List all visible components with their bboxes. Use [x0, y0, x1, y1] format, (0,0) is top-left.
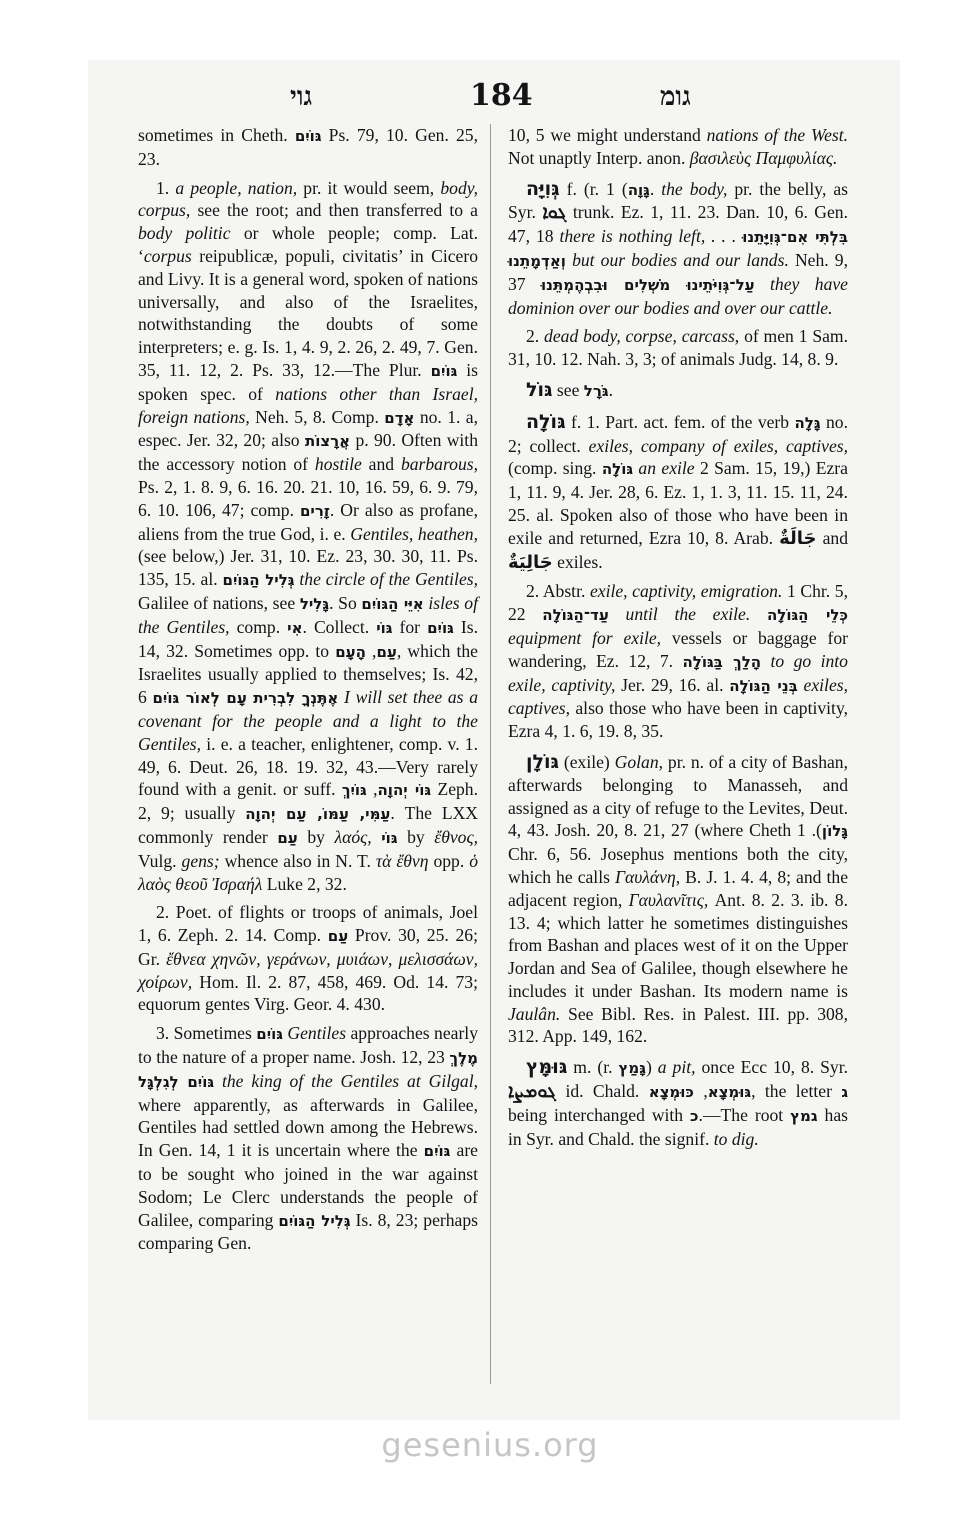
text-run: opp. — [428, 850, 470, 871]
text-run: ). 1 Chr. 6, 56. Josephus mentions both the city, which he calls — [508, 820, 848, 887]
text-run: . The LXX commonly render — [138, 803, 478, 847]
italic-run: to go into exile, captivity, — [508, 650, 848, 695]
entry-gol — [508, 379, 848, 403]
left-paragraph-3 — [138, 901, 478, 1016]
hebrew-word: ג — [841, 1083, 849, 1102]
hebrew-word: גּוֹיִם — [423, 1142, 451, 1161]
italic-run: but our bodies and our lands. — [572, 249, 789, 270]
text-run: has in Syr. and Chald. the signif. — [508, 1104, 849, 1149]
hebrew-word: גמץ — [790, 1106, 818, 1125]
greek-phrase: ἔθνεα χηνῶν, γεράνων, μυιάων, μελισσάων, χοίρων, — [138, 948, 479, 992]
hebrew-word: בִּלְתִּי אִם־גְּוִיָּתֵנוּ וְאַדְמָתֵנוּ — [508, 228, 848, 270]
text-run: Zeph. 2, 9; usually — [138, 779, 478, 824]
text-run: Prov. 30, 25. 26; Gr. — [138, 925, 478, 969]
text-run — [750, 604, 767, 624]
text-run: B. J. 1. 4. 4, 8; and the adjacent region, — [508, 866, 848, 910]
entry-golan — [508, 751, 848, 1048]
text-run: , — [693, 1081, 708, 1102]
hebrew-word: מֶלֶךְ גּוֹיִם לְגִלְגָּל — [138, 1049, 478, 1091]
entry-body — [508, 178, 848, 320]
hebrew-word: גּוֹי יְהוָה — [377, 781, 432, 800]
italic-run: Gentiles, heathen, — [350, 523, 478, 544]
italic-run: the king of the Gentiles at Gilgal, — [221, 1070, 478, 1091]
text-run: Not unaptly Interp. anon. — [508, 147, 690, 168]
hebrew-word: גּוֹי — [376, 618, 393, 637]
italic-run: I will set thee as a covenant for the people and a light to the Gentiles, — [138, 687, 478, 754]
hebrew-word: גּוֹיִם — [427, 618, 454, 637]
text-run: , — [366, 779, 378, 800]
watermark: gesenius.org — [381, 1426, 599, 1464]
hebrew-word: גּוֹלָה — [601, 460, 634, 479]
italic-run: body, corpus, — [138, 177, 478, 221]
italic-run: an exile — [638, 458, 695, 479]
italic-run: exiles, captives, — [508, 674, 848, 719]
hebrew-word: גְּלִיל הַגּוֹיִם — [222, 571, 295, 590]
text-run: where apparently, as afterwards in Galilee, Gentiles had settled down among the Hebrews. In Gen. 14, 1 it is uncertain where the — [138, 1094, 478, 1161]
text-run: (exile) — [559, 751, 615, 772]
text-run: is spoken spec. of — [138, 359, 478, 404]
left-column — [138, 124, 478, 1261]
text-run: comp. — [229, 616, 288, 637]
italic-run: the circle of the Gentiles, — [299, 569, 478, 590]
hebrew-word: עַם — [277, 828, 298, 847]
greek-phrase: Γαυλανῖτις, — [628, 889, 709, 910]
text-run — [214, 1071, 222, 1091]
italic-run: nations other than Israel, foreign nations, — [138, 383, 478, 427]
text-run: See Bibl. Res. in Palest. III. pp. 308, 312. App. 149, 162. — [508, 1003, 848, 1047]
hebrew-word: הָלַךְ בַּגּוֹלָה — [682, 652, 762, 671]
text-run: f. 1. Part. act. fem. of the verb — [565, 411, 795, 432]
page-number: 184 — [470, 78, 533, 113]
text-run — [755, 274, 770, 294]
text-run: being interchanged with — [508, 1104, 691, 1125]
text-run: , the letter — [751, 1081, 842, 1102]
text-run: Neh. 5, 8. Comp. — [249, 406, 385, 427]
text-run: . Collect. — [302, 616, 377, 637]
text-run: ) 1. — [606, 178, 662, 199]
text-run — [372, 827, 382, 847]
text-run: Neh. 9, 37 — [508, 249, 848, 294]
text-run: Jer. 29, 16. al. — [615, 674, 730, 695]
text-run: ) — [645, 1057, 658, 1078]
text-run: Galilee of nations, see — [138, 592, 300, 613]
italic-run: Golan, — [614, 751, 664, 772]
running-head-left: גוי — [290, 82, 313, 112]
text-run: see — [552, 379, 584, 400]
italic-run: body politic — [138, 223, 231, 244]
arabic-syriac-word: جَالِيَةٌ — [508, 551, 553, 573]
hebrew-word: גּוֹי — [381, 828, 398, 847]
entry-golah-sense-2 — [508, 580, 848, 743]
arabic-syriac-word: ܓܘܡܨܐ — [508, 1081, 557, 1103]
text-run: or whole people; comp. Lat. ‘ — [138, 223, 478, 266]
italic-run: exile, captivity, emigration. — [589, 581, 783, 602]
italic-run: barbarous, — [400, 454, 479, 475]
greek-phrase: τὰ ἔθνη — [375, 850, 429, 871]
italic-run: isles of the Gentiles, — [138, 592, 478, 637]
greek-phrase: ἔθνος, — [434, 826, 478, 847]
text-run: whence also in N. T. — [219, 850, 376, 871]
italic-run: there is nothing left, . . . — [559, 226, 737, 247]
arabic-syriac-word: ܓܘܐ — [542, 202, 567, 224]
headword: גּוּמָּץ — [526, 1056, 568, 1079]
italic-run: until the exile. — [625, 604, 751, 625]
text-run: Is. 8, 23; perhaps comparing Gen. — [138, 1209, 478, 1254]
hebrew-word: עַמִּי, עַמּוֹ, עַם יְהוָה — [245, 805, 391, 824]
text-run: pr. it would seem, — [297, 177, 441, 198]
text-run: see the root; and then transferred to a — [190, 200, 478, 221]
text-run: 2. — [526, 326, 545, 347]
hebrew-word: הָעָם — [335, 642, 366, 661]
italic-run: equipment for exile, — [508, 627, 662, 648]
text-run: 3. Sometimes — [156, 1023, 257, 1044]
column-divider — [490, 124, 491, 1384]
text-run: f. (r. — [559, 178, 607, 199]
italic-run: gens; — [181, 850, 220, 871]
hebrew-word: גָּמַץ — [618, 1059, 646, 1078]
left-paragraph-2 — [138, 177, 478, 896]
text-run: Vulg. — [138, 850, 182, 871]
text-run: pr. the belly, as Syr. — [508, 178, 848, 223]
text-run: and — [361, 454, 401, 475]
headword: גְּוִיָּה — [526, 177, 560, 200]
text-run: vessels or baggage for wandering, Ez. 12, 7. — [508, 627, 848, 671]
text-run: m. (r. — [567, 1057, 619, 1078]
hebrew-word: עַד־הַגּוֹלָה — [542, 606, 609, 625]
text-run: no. 2; collect. — [508, 411, 848, 456]
text-run: 10, 5 we might understand — [508, 125, 707, 145]
text-run: also those who have been in captivity, Ezra 4, 1. 6, 19. 8, 35. — [508, 698, 848, 742]
text-run: for — [392, 616, 428, 637]
text-run: pr. n. of a city of Bashan, afterwards belonging to Manasseh, and assigned as a city of refuge to the Levites, Deut. 4, 43. Josh. 20, 8. 21, 27 (where Cheth — [508, 751, 848, 841]
text-run: .—The root — [698, 1104, 791, 1125]
hebrew-word: כּוּמְצָא — [648, 1083, 694, 1102]
text-run: of men 1 Sam. 31, 10. 12. Nah. 3, 3; of animals Judg. 14, 8. 9. — [508, 326, 849, 370]
hebrew-word: גָּלִיל — [299, 594, 330, 613]
greek-phrase: λαός, — [334, 826, 372, 847]
text-run: are to be sought who joined in the war against Sodom; Le Clerc understands the people of Galilee, comparing — [138, 1140, 478, 1230]
text-run: 2 Sam. 15, 19,) Ezra 1, 11. 9, 4. Jer. 28, 6. Ez. 1, 1. 3, 11. 15. 11, 24. 25. al. Spoken also of those who have been in exile and returned, Ezra 10, 8. Arab. — [508, 458, 848, 548]
hebrew-word: גּוֹיִם — [256, 1025, 283, 1044]
text-run — [609, 604, 626, 624]
hebrew-word: זָרִים — [299, 501, 330, 520]
text-run: approaches nearly to the nature of a proper name. Josh. 12, 23 — [138, 1023, 478, 1068]
text-run: once Ecc 10, 8. Syr. — [695, 1057, 848, 1078]
headword: גּוֹלָה — [526, 410, 566, 433]
text-run: (comp. sing. — [508, 458, 602, 479]
hebrew-word: גּוֹיִךְ — [341, 781, 367, 800]
text-run: . Or also as profane, aliens from the true God, i. e. — [138, 499, 478, 544]
italic-run: they have dominion over our bodies and over our cattle. — [508, 273, 848, 318]
hebrew-word: כְּלֵי הַגּוֹלָה — [766, 606, 848, 625]
text-run: Ps. 79, 10. Gen. 25, 23. — [138, 125, 478, 169]
italic-run: the body, — [661, 178, 728, 199]
italic-run: Jaulân. — [508, 1003, 561, 1024]
hebrew-word: אֶתֶּנְךָ לִבְרִית עָם לְאוֹר גּוֹיִם — [152, 689, 339, 708]
text-run: sometimes in Cheth. — [138, 125, 295, 145]
left-paragraph-1 — [138, 124, 478, 171]
greek-phrase: βασιλεὺς Παμφυλίας. — [689, 147, 838, 168]
text-run: Luke 2, 32. — [262, 873, 347, 894]
greek-phrase: ὁ λαὸς θεοῦ Ἰσραήλ — [138, 850, 478, 894]
left-paragraph-4 — [138, 1022, 478, 1255]
italic-run: to dig. — [713, 1128, 759, 1149]
hebrew-word: גּוֹיִם — [430, 361, 458, 380]
italic-run: a pit, — [657, 1057, 696, 1078]
text-run — [761, 651, 770, 671]
text-run: 1. — [156, 177, 176, 198]
entry-golah — [508, 411, 848, 575]
hebrew-word: גָּלוֹן — [821, 822, 848, 841]
text-run: Ant. 8. 2. 3. ib. 8. 13. 4; which latter he sometimes distinguishes from Bashan and places west of it on the Upper Jordan and Sea of Galilee, though elsewhere he includes it under Bashan. Its modern name is — [508, 889, 849, 1001]
text-run: , which the Israelites usually applied to themselves; Is. 42, 6 — [138, 640, 478, 708]
text-run: p. 90. Often with the accessory notion of — [138, 430, 478, 475]
greek-phrase: Γαυλάνη, — [614, 866, 681, 887]
text-run: 1 Chr. 5, 22 — [508, 581, 848, 625]
hebrew-word: אֲרָצוֹת — [304, 432, 351, 451]
hebrew-word: אִי — [287, 618, 303, 637]
entry-body-sense-2 — [508, 325, 848, 371]
hebrew-word: גּוּמְצָא — [707, 1083, 752, 1102]
right-column — [508, 124, 848, 1156]
hebrew-word: גְּלִיל הַגּוֹיִם — [278, 1211, 351, 1230]
text-run: reipublicæ, populi, civitatis’ in Cicero and Livy. It is a general word, spoken of nations universally, and also of the Israelites, notwithstanding the doubts of some interpreters; e. g. Is. 1, 4. 9, 2. 26, 2. 49, 7. Gen. 35, 11. 12, 2. Ps. 33, 12.—The Plur. — [138, 245, 478, 380]
hebrew-word: גּוֹיִם — [294, 127, 322, 145]
text-run: by — [297, 826, 335, 847]
hebrew-word: גָּלָה — [794, 413, 821, 432]
text-run: Ps. 2, 1. 8. 9, 6. 16. 20. 21. 10, 16. 59, 6. 9. 79, 6. 10. 106, 47; comp. — [138, 476, 478, 520]
hebrew-word: בְּנֵי הַגּוֹלָה — [729, 676, 798, 695]
hebrew-word: גֹּרָל — [583, 381, 609, 400]
italic-run: exiles, company of exiles, captives, — [588, 435, 848, 456]
text-run: , — [365, 640, 377, 661]
running-head-right: גומ — [660, 82, 691, 112]
headword: גּוֹלָן — [526, 750, 560, 773]
text-run: id. Chald. — [556, 1081, 649, 1102]
italic-run: Gentiles — [287, 1023, 347, 1044]
hebrew-word: עַם — [327, 927, 349, 946]
text-run: Hom. Il. 2. 87, 458, 469. Od. 14. 73; equorum gentes Virg. Geor. 4. 430. — [138, 971, 478, 1015]
hebrew-word: גָּוָה — [627, 180, 650, 199]
text-run: i. e. a teacher, enlightener, comp. v. 1. 49, 6. Deut. 26, 18. 19. 32, 43.—Very rarely found with a genit. or suff. — [138, 733, 478, 800]
text-run: by — [397, 826, 435, 847]
italic-run: a people, nation, — [175, 177, 298, 198]
hebrew-word: אִיֵּי הַגּוֹיִם — [361, 594, 424, 613]
italic-run: hostile — [314, 454, 362, 475]
text-run: 2. Abstr. — [526, 581, 590, 602]
headword: גּוֹל — [526, 378, 553, 401]
text-run: exiles. — [552, 551, 603, 572]
text-run: trunk. Ez. 1, 11. 23. Dan. 10, 6. Gen. 47, 18 — [508, 202, 848, 247]
arabic-syriac-word: جَالَةٌ — [779, 527, 817, 549]
hebrew-word: עַם — [376, 642, 397, 661]
text-run: . — [608, 379, 613, 400]
italic-run: nations of the West. — [706, 125, 849, 145]
hebrew-word: אָדָם — [384, 408, 415, 427]
text-run: Is. 14, 32. Sometimes opp. to — [138, 616, 478, 661]
entry-gummats — [508, 1056, 848, 1150]
text-run: 2. Poet. of flights or troops of animals, Joel 1, 6. Zeph. 2. 14. Comp. — [138, 902, 478, 946]
hebrew-word: כ — [690, 1106, 699, 1125]
text-run: (see below,) Jer. 31, 10. Ez. 23, 30. 30, 11. Ps. 135, 15. al. — [138, 546, 478, 590]
text-run: and — [816, 527, 848, 548]
italic-run: corpus — [143, 245, 192, 266]
italic-run: dead body, corpse, carcass, — [544, 326, 740, 347]
hebrew-word: עַל־גְּוִיֹּתֵינוּ מֹשְׁלִים וּבִבְהֶמְתֵּנוּ — [541, 275, 755, 294]
right-paragraph-1 — [508, 124, 848, 170]
text-run: no. 1. a, espec. Jer. 32, 20; also — [138, 406, 479, 451]
text-run: . So — [329, 592, 362, 613]
